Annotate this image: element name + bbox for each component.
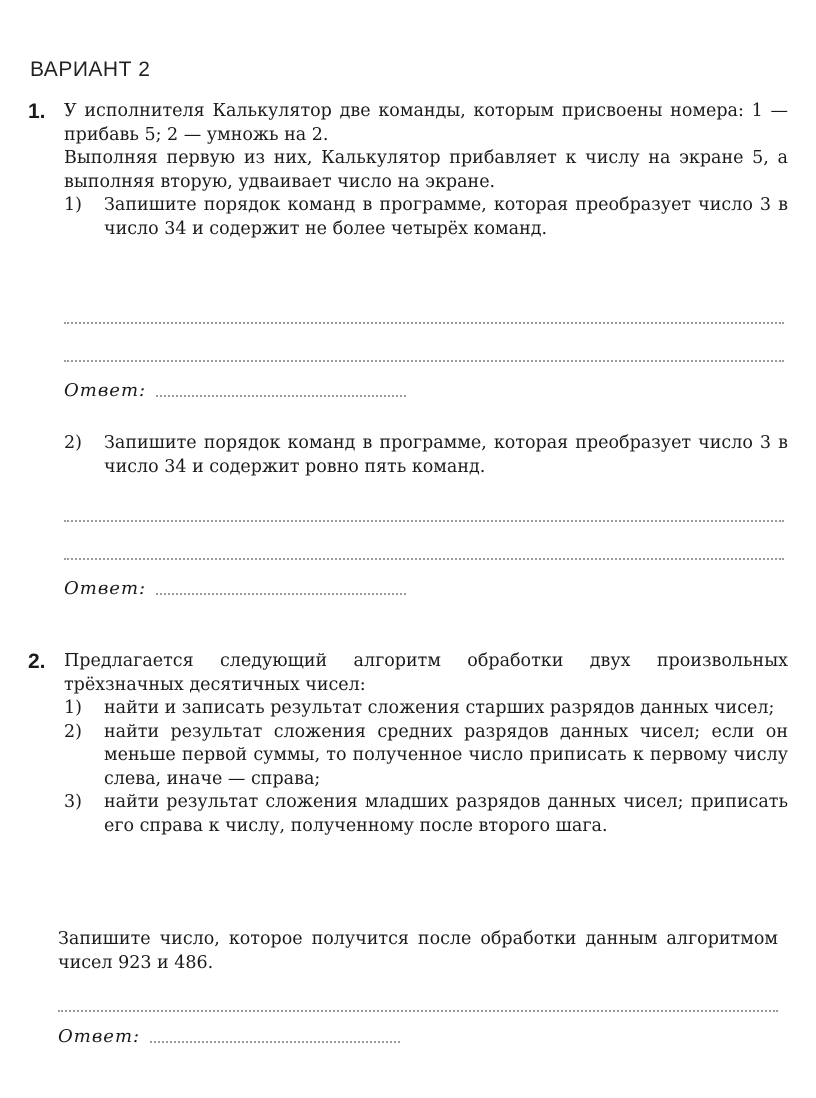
answer-row-1-1: [64, 380, 406, 401]
task-1-description: Выполняя первую из них, Калькулятор прибавляет к числу на экране 5, а выполняя вторую, удваивает число на экране.: [64, 148, 788, 192]
answer-label: Ответ:: [64, 578, 147, 599]
subtask-text: Запишите порядок команд в программе, которая преобразует число 3 в число 34 и содержит ровно пять команд.: [104, 433, 788, 477]
answer-label: Ответ:: [58, 1026, 141, 1047]
task-1-subtask-2: [64, 432, 788, 479]
step-text: найти результат сложения младших разрядов данных чисел; приписать его справа к числу, полученному после второго шага.: [104, 792, 788, 836]
answer-input-line[interactable]: [156, 593, 406, 595]
answer-row-1-2: [64, 578, 406, 599]
task-1-intro: У исполнителя Калькулятор две команды, которым присвоены номера: 1 — прибавь 5; 2 — умножь на 2.: [64, 101, 788, 145]
answer-label: Ответ:: [64, 380, 147, 401]
subtask-number: 2): [64, 433, 82, 453]
subtask-text: Запишите порядок команд в программе, которая преобразует число 3 в число 34 и содержит не более четырёх команд.: [104, 195, 788, 239]
step-number: 3): [64, 792, 82, 812]
work-line[interactable]: [64, 322, 784, 324]
step-text: найти и записать результат сложения старших разрядов данных чисел;: [104, 698, 775, 718]
task-2-number: 2.: [28, 650, 46, 673]
variant-title: ВАРИАНТ 2: [30, 58, 151, 81]
answer-input-line[interactable]: [150, 1041, 400, 1043]
task-1-part-2: [28, 432, 788, 479]
task-2: [28, 650, 788, 838]
task-1-subtask-1: [64, 194, 788, 241]
subtask-number: 1): [64, 195, 82, 215]
work-line[interactable]: [64, 558, 784, 560]
work-line[interactable]: [64, 360, 784, 362]
step-text: найти результат сложения средних разрядов данных чисел; если он меньше первой суммы, то полученное число приписать к первому числу слева, иначе — справа;: [104, 721, 788, 789]
step-number: 1): [64, 698, 82, 718]
work-line[interactable]: [58, 1010, 778, 1012]
task-2-step-3: [64, 791, 788, 838]
task-1: [28, 100, 788, 241]
task-2-intro: Предлагается следующий алгоритм обработки двух произвольных трёхзначных десятичных чисел:: [64, 651, 788, 695]
work-line[interactable]: [64, 520, 784, 522]
task-2-step-1: [64, 697, 788, 721]
task-1-number: 1.: [28, 100, 46, 123]
step-number: 2): [64, 721, 82, 742]
task-2-question-block: [58, 928, 778, 975]
answer-input-line[interactable]: [156, 395, 406, 397]
task-2-question: Запишите число, которое получится после обработки данным алгоритмом чисел 923 и 486.: [58, 929, 778, 973]
task-2-step-2: [64, 721, 788, 792]
task-1-body: [64, 100, 788, 241]
answer-row-2: [58, 1026, 400, 1047]
task-2-body: [64, 650, 788, 838]
